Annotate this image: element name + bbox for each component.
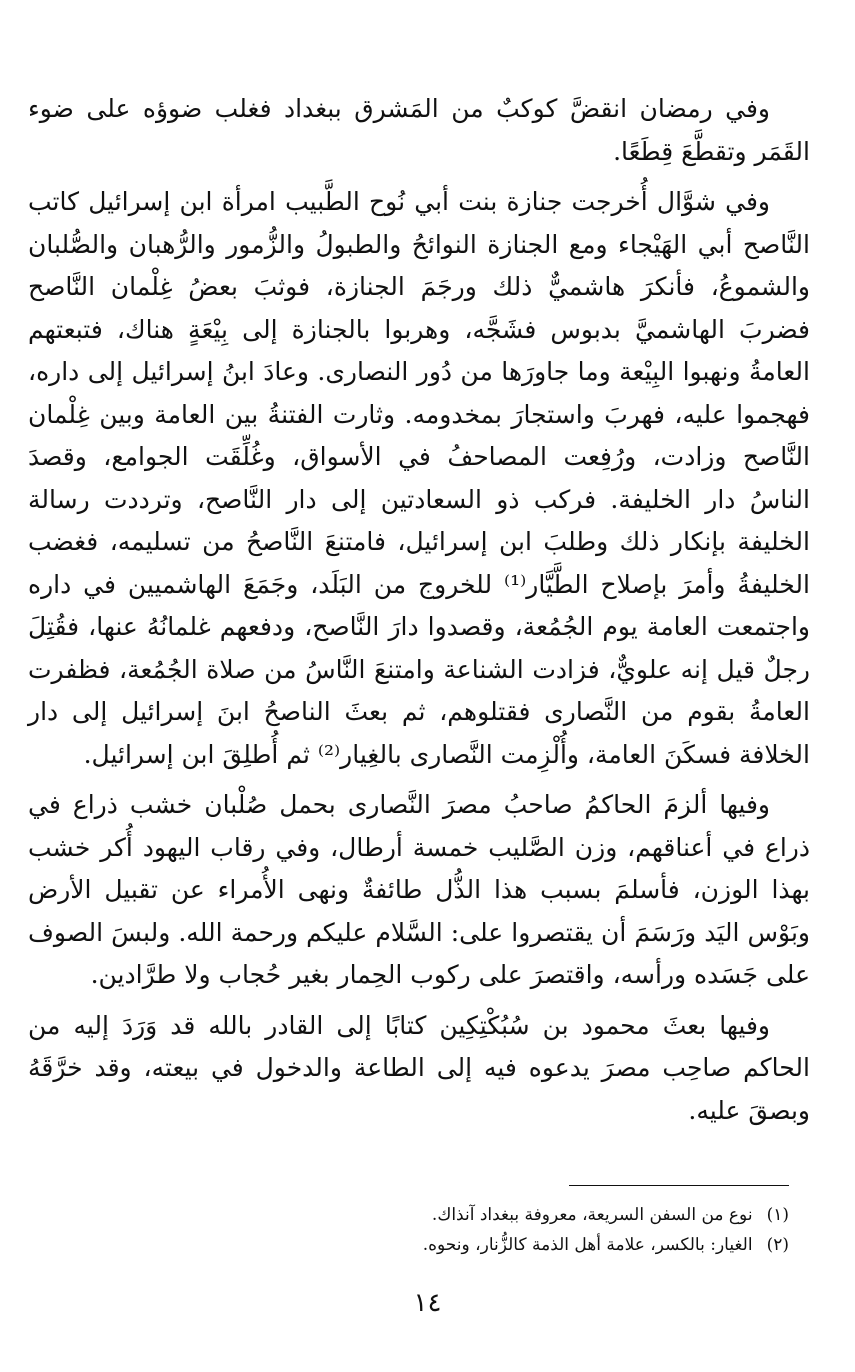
footnote-divider [569,1185,789,1186]
footnote-number: (١) [766,1205,789,1225]
footnotes [69,1200,789,1260]
footnote-text: الغيار: بالكسر، علامة أهل الذمة كالزُّنار، ونحوه. [422,1235,753,1255]
paragraph-hakim: وفيها ألزمَ الحاكمُ صاحبُ مصرَ النَّصارى بحمل صُلْبان خشب ذراع في ذراع في أعناقهم، وزن الصَّليب خمسة أرطال، وفي رقاب اليهود أُكر خشب بهذا الوزن، فأسلمَ بسبب هذا الذُّل طائفةٌ ونهى الأُمراء عن تقبيل الأرض وبَوْس اليَد ورَسَمَ أن يقتصروا على: السَّلام عليكم ورحمة الله. ولبسَ الصوف على جَسَده ورأسه، واقتصرَ على ركوب الحِمار بغير حُجاب ولا طرَّادين. [28,790,810,989]
footnote-number: (٢) [766,1235,789,1255]
paragraph-mahmud: وفيها بعثَ محمود بن سُبُكْتِكِين كتابًا إلى القادر بالله قد وَرَدَ إليه من الحاكم صاحِب مصرَ يدعوه فيه إلى الطاعة والدخول في بيعته، وقد خرَّقَهُ وبصقَ عليه. [28,1010,810,1125]
footnote-item [69,1200,789,1230]
paragraph-shawwal: وفي شوَّال أُخرجت جنازة بنت أبي نُوح الطَّبيب امرأة ابن إسرائيل كاتب النَّاصح أبي الهَيْجاء ومع الجنازة النوائحُ والطبولُ والزُّمور والرُّهبان والصُّلبان والشموعُ، فأنكرَ هاشميٌّ ذلك ورجَمَ الجنازة، فوثبَ بعضُ غِلْمان النَّاصح فضربَ الهاشميَّ بدبوس فشَجَّه، وهربوا بالجنازة إلى بِيْعَةٍ هناك، فتبعتهم العامةُ ونهبوا البِيْعة وما جاورَها من دُور النصارى. وعادَ ابنُ إسرائيل إلى داره، فهجموا عليه، فهربَ واستجارَ بمخدومه. وثارت الفتنةُ بين العامة وبين غِلْمان النَّاصح وزادت، ورُفِعت المصاحفُ في الأسواق، وغُلِّقَت الجوامع، وقصدَ الناسُ دار الخليفة. فركب ذو السعادتين إلى دار النَّاصح، وترددت رسالة الخليفة بإنكار ذلك وطلبَ ابن إسرائيل، فامتنعَ النَّاصحُ من تسليمه، فغضب الخليفةُ وأمرَ بإصلاح الطَّيَّار⁽¹⁾ للخروج من البَلَد، وجَمَعَ الهاشميين في داره واجتمعت العامة يوم الجُمُعة، وقصدوا دارَ النَّاصح، ودفعهم غلمانُهُ عنها، فقُتِلَ رجلٌ قيل إنه علويٌّ، فزادت الشناعة وامتنعَ النَّاسُ من صلاة الجُمُعة، فظفرت العامةُ بقوم من النَّصارى فقتلوهم، ثم بعثَ الناصحُ ابنَ إسرائيل إلى دار الخلافة فسكَنَ العامة، وأُلْزِمت النَّصارى بالغِيار⁽²⁾ ثم أُطلِقَ ابن إسرائيل. [28,187,810,769]
paragraph-ramadan: وفي رمضان انقضَّ كوكبٌ من المَشرق ببغداد فغلب ضوؤه على ضوء القَمَر وتقطَّعَ قِطَعًا. [28,94,810,166]
page-number: ١٤ [413,1288,442,1318]
footnote-item [69,1230,789,1260]
footnote-text: نوع من السفن السريعة، معروفة ببغداد آنذاك. [431,1205,753,1225]
main-text [28,88,810,1140]
